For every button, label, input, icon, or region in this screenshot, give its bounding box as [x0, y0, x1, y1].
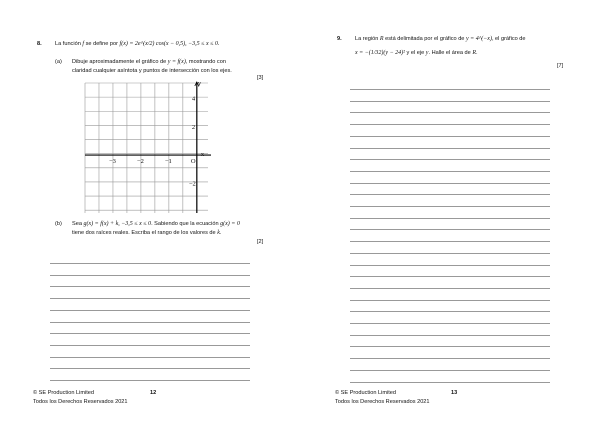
answer-line[interactable] — [350, 124, 550, 125]
text: está delimitada por el gráfico de — [385, 36, 465, 42]
y-axis-label: y — [197, 80, 202, 87]
text: La función — [55, 41, 81, 47]
math: g(x) = f(x) + k, −3,5 ≤ x ≤ 0 — [83, 221, 152, 227]
math: y = 4^(−x) — [465, 36, 492, 42]
answer-line[interactable] — [350, 253, 550, 254]
question-number: 9. — [337, 36, 342, 42]
answer-line[interactable] — [350, 382, 550, 383]
part-b-marks: [2] — [257, 239, 264, 245]
answer-line[interactable] — [50, 286, 250, 287]
answer-line[interactable] — [350, 358, 550, 359]
part-a-line1 — [72, 59, 226, 65]
part-a-line2: claridad cualquier asíntota y puntos de intersección con los ejes. — [72, 68, 232, 74]
answer-line[interactable] — [350, 241, 550, 242]
math: y = f(x) — [167, 59, 186, 65]
text: y el eje — [406, 50, 425, 56]
answer-line[interactable] — [50, 263, 250, 264]
x-tick-label: −1 — [164, 158, 172, 166]
y-tick-label: 2 — [191, 123, 196, 131]
part-a-marks: [3] — [257, 75, 264, 81]
x-tick-label: −3 — [108, 158, 116, 166]
math: R — [472, 50, 476, 56]
answer-line[interactable] — [350, 159, 550, 160]
text: . — [476, 50, 478, 56]
text: . — [219, 230, 222, 236]
origin-label: O — [190, 158, 196, 166]
answer-line[interactable] — [350, 218, 550, 219]
y-tick-label: 4 — [191, 95, 196, 103]
answer-line[interactable] — [350, 101, 550, 102]
page-number: 12 — [150, 390, 157, 396]
answer-line[interactable] — [350, 276, 550, 277]
footer-copyright: © SE Production Limited — [33, 390, 95, 396]
text: Sea — [72, 221, 82, 227]
answer-line[interactable] — [50, 322, 250, 323]
text: se define por — [85, 41, 118, 47]
x-tick-label: −2 — [136, 158, 144, 166]
text: Dibuje aproximadamente el gráfico de — [72, 59, 167, 65]
answer-line[interactable] — [350, 206, 550, 207]
answer-line[interactable] — [350, 89, 550, 90]
answer-line[interactable] — [350, 346, 550, 347]
math: f — [82, 41, 85, 47]
coordinate-grid[interactable] — [80, 80, 220, 220]
answer-line[interactable] — [350, 335, 550, 336]
answer-line[interactable] — [50, 333, 250, 334]
answer-line[interactable] — [50, 368, 250, 369]
part-b-line2 — [72, 230, 221, 236]
answer-line[interactable] — [350, 229, 550, 230]
answer-line[interactable] — [50, 345, 250, 346]
answer-line[interactable] — [350, 300, 550, 301]
text: , mostrando con — [185, 59, 226, 65]
answer-line[interactable] — [350, 112, 550, 113]
question-number: 8. — [37, 41, 42, 47]
answer-line[interactable] — [350, 265, 550, 266]
math: g(x) = 0 — [220, 221, 240, 227]
answer-line[interactable] — [50, 380, 250, 381]
math: R — [379, 36, 384, 42]
page-number: 13 — [451, 390, 458, 396]
text: La región — [355, 36, 379, 42]
question-marks: [7] — [557, 63, 564, 69]
answer-line[interactable] — [350, 171, 550, 172]
math: y — [425, 50, 429, 56]
answer-line[interactable] — [350, 148, 550, 149]
x-axis-label: x — [200, 151, 205, 159]
footer-rights: Todos los Derechos Reservados 2021 — [335, 399, 430, 405]
answer-line[interactable] — [350, 323, 550, 324]
text: . Sabiendo que la ecuación — [151, 221, 219, 227]
answer-line[interactable] — [350, 136, 550, 137]
answer-line[interactable] — [50, 275, 250, 276]
answer-line[interactable] — [350, 194, 550, 195]
text: tiene dos raíces reales. Escriba el rango de los valores de — [72, 230, 216, 236]
function-formula: f(x) = 2e^(x/2) cos(x − 0,5), −3,5 ≤ x ≤ 0. — [119, 41, 220, 47]
footer-rights: Todos los Derechos Reservados 2021 — [33, 399, 128, 405]
y-tick-label: −2 — [188, 180, 196, 188]
question-line1 — [355, 36, 526, 42]
answer-line[interactable] — [50, 298, 250, 299]
part-b-line1 — [72, 221, 240, 227]
footer-copyright: © SE Production Limited — [335, 390, 397, 396]
question-text — [55, 41, 219, 47]
part-a-label: (a) — [55, 59, 62, 65]
answer-line[interactable] — [350, 183, 550, 184]
answer-line[interactable] — [350, 370, 550, 371]
answer-line[interactable] — [350, 288, 550, 289]
math: k — [217, 230, 220, 236]
math: x = −(1/32)(y − 24)² — [355, 50, 405, 56]
part-b-label: (b) — [55, 221, 62, 227]
answer-line[interactable] — [50, 357, 250, 358]
answer-line[interactable] — [350, 311, 550, 312]
answer-line[interactable] — [50, 310, 250, 311]
text: . Halle el área de — [428, 50, 471, 56]
question-line2 — [355, 50, 478, 56]
text: , el gráfico de — [491, 36, 526, 42]
